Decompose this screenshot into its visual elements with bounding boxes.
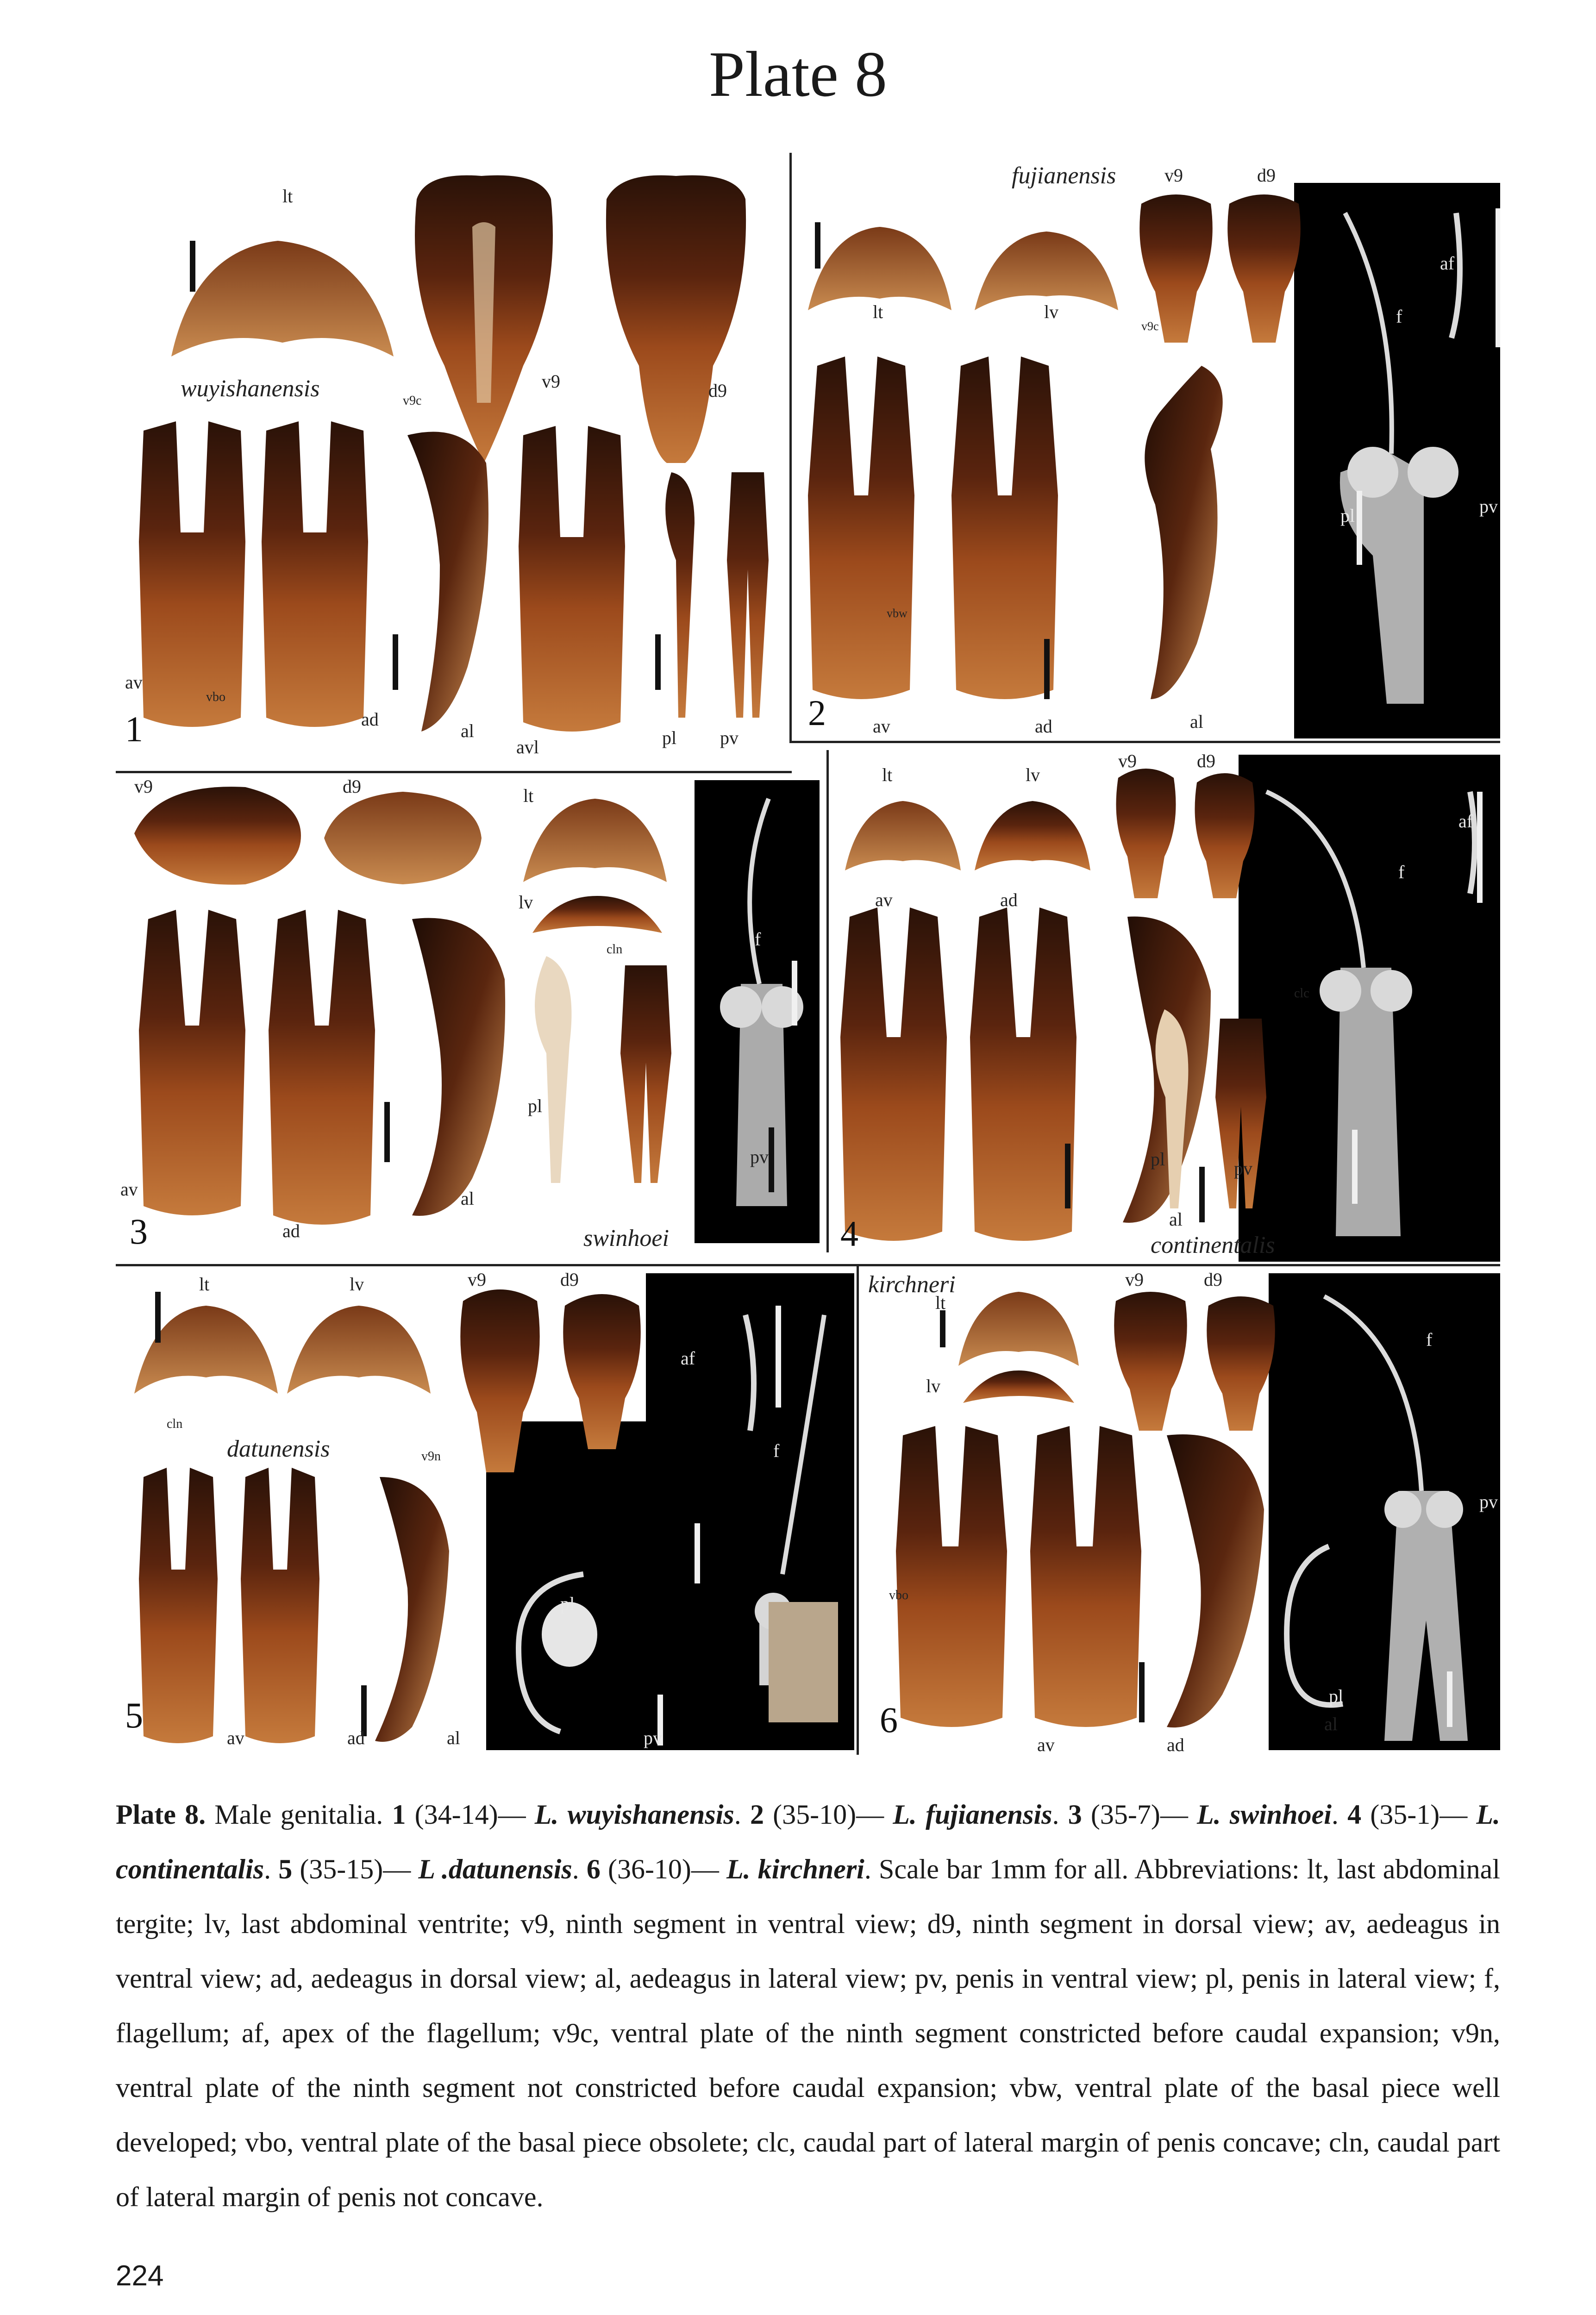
ninth-segment-dorsal-specimen: [1188, 769, 1262, 903]
label-d9: d9: [1257, 165, 1276, 186]
penis-lateral-specimen: [500, 1565, 620, 1741]
species-label: wuyishanensis: [181, 375, 320, 402]
aedeagus-lateral-specimen: [394, 910, 514, 1225]
label-v9: v9: [1118, 751, 1137, 771]
scale-bar: [1065, 1144, 1070, 1208]
divider: [857, 1264, 859, 1755]
penis-ventral-specimen: [607, 951, 685, 1192]
scale-bar: [1139, 1662, 1145, 1722]
label-lt: lt: [873, 301, 883, 322]
label-f: f: [1426, 1329, 1433, 1350]
last-ventrite-specimen: [282, 1296, 435, 1403]
ninth-segment-ventral-specimen: [407, 171, 560, 468]
last-ventrite-specimen: [528, 891, 667, 942]
panel-3: [116, 776, 822, 1262]
panel-number: 4: [840, 1214, 858, 1254]
caption-separator: .: [734, 1799, 750, 1830]
scale-bar: [1352, 1130, 1358, 1204]
label-v9c: v9c: [1141, 319, 1159, 333]
aedeagus-ventral-lateral-specimen: [514, 426, 630, 741]
label-av: av: [125, 672, 143, 693]
label-av: av: [875, 889, 893, 910]
penis-lateral-specimen: [1141, 1005, 1202, 1218]
scale-bar: [815, 222, 820, 269]
label-pv: pv: [1479, 1491, 1498, 1512]
caption-item-code: (35-15)—: [292, 1854, 419, 1884]
label-v9n: v9n: [421, 1449, 441, 1464]
aedeagus-dorsal-specimen: [264, 910, 384, 1234]
divider: [789, 153, 792, 741]
penis-ventral-specimen: [718, 468, 778, 727]
caption-species-name: L. kirchneri: [726, 1854, 864, 1884]
label-lv: lv: [519, 892, 533, 913]
species-label: swinhoei: [583, 1225, 669, 1251]
panel-number: 6: [880, 1700, 898, 1740]
caption-item-code: (36-10)—: [600, 1854, 727, 1884]
label-clc: clc: [1294, 986, 1309, 1001]
caption-item-number: 4: [1347, 1799, 1362, 1830]
label-al: al: [1324, 1714, 1338, 1734]
scale-bar: [384, 1102, 390, 1162]
label-d9: d9: [560, 1269, 579, 1290]
label-pv: pv: [750, 1146, 769, 1167]
aedeagus-ventral-specimen: [134, 910, 250, 1225]
divider: [826, 750, 829, 1252]
label-av: av: [227, 1727, 244, 1748]
caption-item-code: (35-1)—: [1361, 1799, 1477, 1830]
caption-separator: .: [1331, 1799, 1348, 1830]
penis-flagellum-specimen: [1303, 194, 1498, 732]
label-cln: cln: [607, 942, 623, 957]
label-d9: d9: [708, 380, 727, 401]
label-af: af: [1440, 253, 1455, 274]
label-ad: ad: [1000, 889, 1018, 910]
label-pl: pl: [560, 1593, 575, 1614]
aedeagus-ventral-specimen: [803, 357, 919, 708]
ninth-segment-ventral-specimen: [1107, 1287, 1195, 1435]
label-f: f: [773, 1440, 780, 1461]
scale-bar: [655, 634, 661, 690]
label-pv: pv: [720, 727, 739, 748]
page-number: 224: [116, 2260, 164, 2292]
scale-bar: [940, 1310, 945, 1347]
label-lt: lt: [199, 1274, 210, 1295]
aedeagus-ventral-specimen: [134, 421, 250, 736]
label-al: al: [447, 1727, 460, 1748]
ninth-segment-dorsal-specimen: [1220, 190, 1308, 347]
label-v9: v9: [1164, 165, 1183, 186]
caption-lead: Plate 8.: [116, 1799, 206, 1830]
label-f: f: [1398, 862, 1405, 882]
figure-caption: [116, 1787, 1500, 2224]
caption-species-name: L. swinhoei: [1197, 1799, 1332, 1830]
label-v9: v9: [468, 1269, 486, 1290]
label-d9: d9: [1197, 751, 1215, 771]
panel-number: 2: [808, 693, 826, 733]
label-lv: lv: [926, 1376, 941, 1396]
caption-item-code: (35-7)—: [1082, 1799, 1197, 1830]
label-pl: pl: [1329, 1686, 1344, 1707]
last-ventrite-specimen: [958, 1366, 1079, 1412]
aedeagus-lateral-specimen: [394, 426, 500, 741]
ninth-segment-dorsal-specimen: [597, 171, 755, 468]
label-v9: v9: [134, 776, 153, 797]
aedeagus-lateral-specimen: [361, 1468, 454, 1750]
scale-bar: [190, 241, 195, 292]
label-av: av: [120, 1179, 138, 1200]
panel-1: [116, 153, 787, 769]
ninth-segment-ventral-specimen: [130, 782, 306, 889]
caption-item-code: (35-10)—: [764, 1799, 893, 1830]
aedeagus-dorsal-specimen: [1023, 1426, 1148, 1736]
label-lv: lv: [1026, 764, 1040, 785]
panel-number: 1: [125, 709, 143, 749]
label-ad: ad: [1035, 716, 1052, 737]
label-lt: lt: [935, 1292, 946, 1313]
label-lv: lv: [1044, 301, 1059, 322]
caption-separator: .: [264, 1854, 279, 1884]
label-pv: pv: [644, 1727, 662, 1748]
caption-separator: .: [572, 1854, 587, 1884]
panel-5: [116, 1269, 854, 1755]
scale-bar: [155, 1292, 161, 1343]
label-d9: d9: [1204, 1269, 1222, 1290]
caption-separator: .: [864, 1854, 879, 1884]
scale-bar: [1496, 208, 1500, 347]
species-label: datunensis: [227, 1436, 330, 1462]
caption-separator: .: [1052, 1799, 1068, 1830]
scale-bar: [393, 634, 398, 690]
scale-bar: [695, 1523, 700, 1583]
label-f: f: [755, 929, 761, 950]
label-ad: ad: [282, 1220, 300, 1241]
ninth-segment-dorsal-specimen: [1199, 1292, 1283, 1435]
label-al: al: [1169, 1209, 1183, 1230]
caption-species-name: L. fujianensis: [893, 1799, 1052, 1830]
label-af: af: [681, 1348, 695, 1369]
caption-item-number: 5: [278, 1854, 293, 1884]
scale-bar: [1447, 1671, 1452, 1727]
label-lt: lt: [882, 764, 893, 785]
label-lt: lt: [523, 785, 534, 806]
panel-number: 3: [130, 1211, 148, 1251]
species-label: kirchneri: [868, 1271, 956, 1298]
label-pl: pl: [528, 1095, 543, 1116]
ninth-segment-ventral-specimen: [449, 1283, 551, 1477]
scale-bar: [792, 961, 797, 1026]
divider: [116, 1264, 1500, 1266]
aedeagus-ventral-specimen: [889, 1426, 1014, 1736]
label-cln: cln: [167, 1417, 183, 1431]
label-av: av: [873, 716, 890, 737]
species-label: continentalis: [1151, 1232, 1275, 1258]
caption-intro: Male genitalia.: [206, 1799, 392, 1830]
label-al: al: [461, 1188, 474, 1209]
label-pl: pl: [662, 727, 677, 748]
scale-bar: [1477, 792, 1483, 903]
penis-flagellum-specimen: [699, 789, 820, 1243]
caption-item-number: 6: [586, 1854, 601, 1884]
aedeagus-dorsal-specimen: [257, 421, 373, 736]
caption-item-number: 2: [750, 1799, 764, 1830]
penis-lateral-specimen: [519, 951, 593, 1192]
last-tergite-specimen: [840, 796, 965, 875]
last-tergite-specimen: [167, 232, 398, 370]
caption-item-number: 3: [1068, 1799, 1082, 1830]
penis-lateral-inset: [769, 1602, 838, 1722]
aedeagus-dorsal-specimen: [236, 1468, 329, 1750]
label-pv: pv: [1234, 1158, 1252, 1179]
species-label: fujianensis: [1012, 163, 1116, 189]
panel-4: [831, 745, 1500, 1262]
last-tergite-specimen: [519, 794, 671, 887]
panel-number: 5: [125, 1695, 143, 1735]
label-v9c: v9c: [403, 394, 422, 408]
label-pv: pv: [1479, 496, 1498, 517]
last-tergite-specimen: [954, 1287, 1083, 1370]
caption-abbreviations: Scale bar 1mm for all. Abbreviations: lt, last abdominal tergite; lv, last abdominal ventrite; v9, ninth segment in ventral view; d9, ninth segment in dorsal view; av, aedeagus in ventral view; ad, aedeagus in dorsal view; al, aedeagus in lateral view; pv, penis in ventral view; pl, penis in lateral view; f, flagellum; af, apex of the flagellum; v9c, ventral plate of the ninth segment constricted before caudal expansion; v9n, ventral plate of the ninth segment not constricted before caudal expansion; vbw, ventral plate of the basal piece well developed; vbo, ventral plate of the basal piece obsolete; clc, caudal part of lateral margin of penis concave; cln, caudal part of lateral margin of penis not concave.: [116, 1854, 1500, 2212]
last-tergite-specimen: [130, 1296, 282, 1403]
penis-lateral-specimen: [653, 468, 708, 727]
ninth-segment-ventral-specimen: [1109, 764, 1183, 903]
label-al: al: [1190, 711, 1203, 732]
caption-item-code: (34-14)—: [406, 1799, 535, 1830]
caption-species-name: L. continentalis: [116, 1799, 1501, 1884]
label-lt: lt: [282, 186, 293, 206]
caption-species-name: L. wuyishanensis: [534, 1799, 734, 1830]
label-pl: pl: [1340, 505, 1355, 526]
plate-title: Plate 8: [709, 38, 887, 110]
label-al: al: [461, 720, 474, 741]
ninth-segment-dorsal-specimen: [319, 787, 486, 889]
label-ad: ad: [361, 709, 379, 730]
aedeagus-lateral-specimen: [1148, 1426, 1273, 1732]
caption-species-name: L .datunensis: [418, 1854, 572, 1884]
label-vbw: vbw: [887, 607, 908, 620]
label-avl: avl: [516, 737, 539, 757]
divider: [116, 771, 792, 773]
last-ventrite-specimen: [970, 796, 1095, 875]
aedeagus-lateral-specimen: [1118, 357, 1239, 708]
scale-bar: [776, 1306, 781, 1408]
label-ad: ad: [347, 1727, 365, 1748]
label-af: af: [1458, 811, 1473, 832]
scale-bar: [1044, 639, 1050, 699]
plate-figure: [116, 153, 1500, 1755]
label-f: f: [1396, 306, 1402, 327]
label-d9: d9: [343, 776, 361, 797]
divider: [789, 741, 1500, 743]
caption-item-number: 1: [392, 1799, 406, 1830]
penis-flagellum-specimen: [1257, 773, 1498, 1255]
scale-bar: [1357, 491, 1362, 565]
panel-2: [794, 153, 1500, 738]
label-vbo: vbo: [889, 1588, 908, 1602]
scale-bar: [1199, 1167, 1205, 1222]
aedeagus-ventral-specimen: [134, 1468, 222, 1750]
label-v9: v9: [542, 371, 560, 392]
label-vbo: vbo: [206, 690, 225, 704]
scale-bar: [769, 1127, 774, 1192]
label-av: av: [1037, 1734, 1055, 1755]
label-lv: lv: [350, 1274, 364, 1295]
aedeagus-ventral-specimen: [836, 907, 951, 1250]
label-v9: v9: [1125, 1269, 1144, 1290]
panel-6: [861, 1269, 1500, 1755]
label-pl: pl: [1151, 1149, 1165, 1170]
label-ad: ad: [1167, 1734, 1184, 1755]
penis-flagellum-specimen: [1273, 1287, 1496, 1746]
